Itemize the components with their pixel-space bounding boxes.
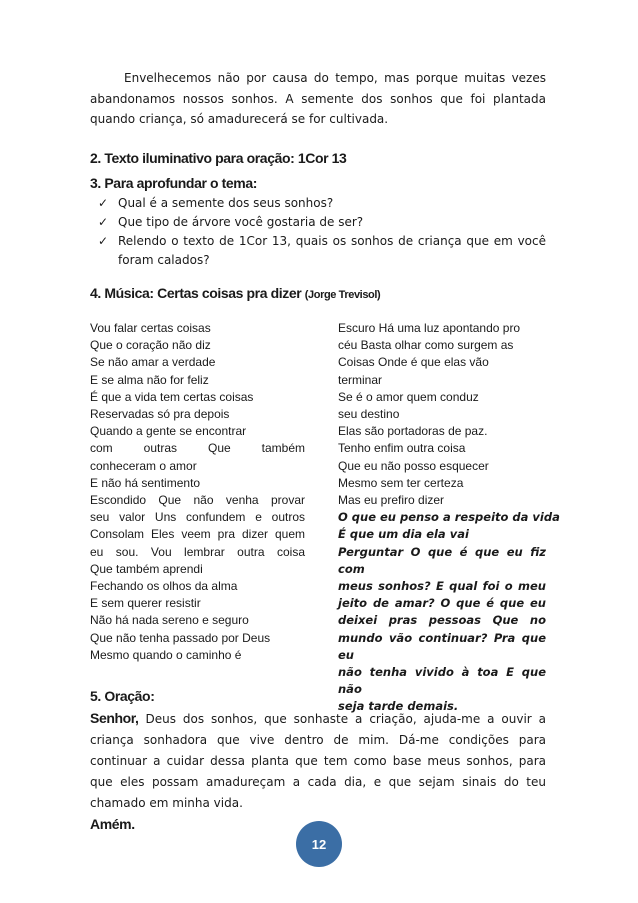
lyric-line: Mas eu prefiro dizer — [338, 493, 445, 508]
page-number-badge: 12 — [296, 821, 342, 867]
lyric-line: Elas são portadoras de paz. — [338, 424, 488, 439]
prayer-body: Deus dos sonhos, que sonhaste a criação, ajuda-me a ouvir a criança sonhadora que vive dentro de mim. Dá-me condições para continuar a cuidar dessa planta que tem como base meus sonhos, para que eles possam amadureçam a cada dia, e que sejam sinais do teu chamado em minha vida. — [90, 712, 546, 810]
lyric-line: Coisas Onde é que elas vão — [338, 355, 489, 370]
lyric-line: Que também aprendi — [90, 561, 203, 576]
heading-texto-iluminativo: 2. Texto iluminativo para oração: 1Cor 13 — [90, 150, 347, 166]
lyric-line-emphasis: jeito de amar? O que é que eu — [338, 596, 546, 611]
heading-aprofundar: 3. Para aprofundar o tema: — [90, 175, 257, 191]
lyric-line: Mesmo sem ter certeza — [338, 475, 464, 490]
lyric-line: Que eu não posso esquecer — [338, 458, 489, 473]
lyric-line: seu valor Uns confundem e outros — [90, 510, 305, 525]
lyric-line-emphasis: É que um dia ela vai — [338, 527, 469, 542]
heading-musica: 4. Música: Certas coisas pra dizer (Jorge Trevisol) — [90, 285, 381, 301]
lyric-line-emphasis: deixei pras pessoas Que no — [338, 613, 546, 628]
lyric-line-emphasis: Perguntar O que é que eu fiz com — [338, 544, 546, 576]
lyric-line: É que a vida tem certas coisas — [90, 389, 254, 404]
lyric-line: E se alma não for feliz — [90, 372, 209, 387]
list-item: ✓ Que tipo de árvore você gostaria de ser? — [90, 213, 546, 232]
lyric-line: Que não tenha passado por Deus — [90, 630, 271, 645]
checkmark-icon: ✓ — [98, 234, 109, 248]
question-list — [90, 194, 546, 270]
lyric-line: Quando a gente se encontrar — [90, 424, 247, 439]
lyric-line: Consolam Eles veem pra dizer quem — [90, 527, 305, 542]
lyric-line-emphasis: não tenha vivido à toa E que não — [338, 665, 546, 697]
lyric-line: Escuro Há uma luz apontando pro — [338, 321, 521, 335]
lyric-line: Fechando os olhos da alma — [90, 579, 238, 594]
lyric-line: Se não amar a verdade — [90, 355, 216, 370]
checkmark-icon: ✓ — [98, 196, 109, 210]
lyric-line: eu sou. Vou lembrar outra coisa — [90, 544, 305, 559]
prayer-paragraph — [90, 708, 546, 836]
lyric-line-emphasis: mundo vão continuar? Pra que eu — [338, 630, 546, 662]
lyric-line: Vou falar certas coisas — [90, 321, 211, 335]
lyric-line: seu destino — [338, 407, 400, 422]
checkmark-icon: ✓ — [98, 215, 109, 229]
lyric-line: Reservadas só pra depois — [90, 407, 230, 422]
lyric-line-emphasis: meus sonhos? E qual foi o meu — [338, 579, 546, 594]
lyric-line: Escondido Que não venha provar — [90, 493, 305, 508]
lyric-line-emphasis: seja tarde demais. — [338, 699, 459, 714]
song-author: (Jorge Trevisol) — [304, 289, 381, 301]
lyric-line: E não há sentimento — [90, 475, 201, 490]
lyric-line: Mesmo quando o caminho é — [90, 647, 242, 662]
lyric-line: céu Basta olhar como surgem as — [338, 338, 514, 353]
intro-paragraph: Envelhecemos não por causa do tempo, mas porque muitas vezes abandonamos nossos sonhos. A semente dos sonhos que foi plantada quando criança, só amadurecerá se for cultivada. — [90, 71, 546, 126]
lyric-line: com outras Que também — [90, 441, 305, 456]
lyric-line: Não há nada sereno e seguro — [90, 613, 249, 628]
lyric-line: Tenho enfim outra coisa — [338, 441, 466, 456]
lyrics-right-column — [338, 320, 560, 716]
prayer-end: Amém. — [90, 816, 135, 832]
lyrics-left-column — [90, 320, 305, 664]
lyric-line-emphasis: O que eu penso a respeito da vida — [338, 510, 560, 525]
lyric-line: E sem querer resistir — [90, 596, 201, 611]
lyric-line: Que o coração não diz — [90, 338, 211, 353]
lyric-line: conheceram o amor — [90, 458, 197, 473]
heading-oracao: 5. Oração: — [90, 688, 155, 704]
list-item: ✓ Qual é a semente dos seus sonhos? — [90, 194, 546, 213]
list-item: ✓ Relendo o texto de 1Cor 13, quais os sonhos de criança que em você foram calados? — [98, 234, 546, 267]
lyric-line: terminar — [338, 372, 383, 387]
lyric-line: Se é o amor quem conduz — [338, 389, 479, 404]
prayer-lead: Senhor, — [90, 710, 139, 726]
